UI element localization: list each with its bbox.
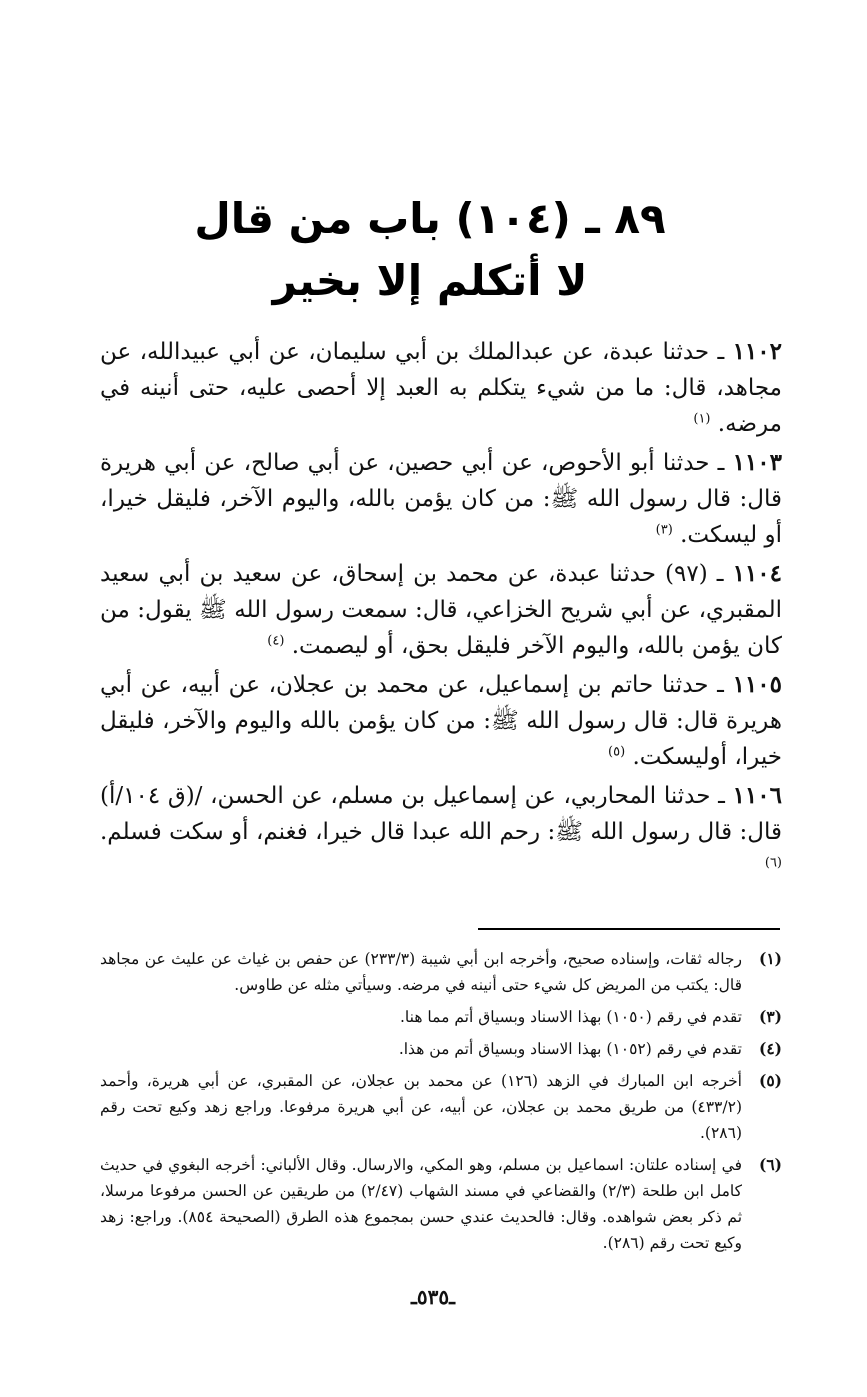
footnote-number: (٣) bbox=[758, 1007, 782, 1026]
footnote-text: تقدم في رقم (١٠٥٠) بهذا الاسناد وبسياق أتم مما هنا. bbox=[400, 1008, 742, 1026]
chapter-title bbox=[110, 188, 750, 312]
footnote-text: رجاله ثقات، وإسناده صحيح، وأخرجه ابن أبي شيبة (٢٣٣/٣) عن حفص بن غياث عن عليث عن مجاهد قال: يكتب من المريض كل شيء حتى أنينه في مرضه. وسيأتي مثله عن طاوس. bbox=[100, 950, 742, 994]
footnote-3 bbox=[100, 1004, 782, 1030]
hadith-1105 bbox=[100, 667, 782, 775]
hadith-text: ـ حدثنا عبدة، عن عبدالملك بن أبي سليمان، عن أبي عبيدالله، عن مجاهد، قال: ما من شيء يتكلم به العبد إلا أحصى عليه، حتى أنينه في مرضه. bbox=[100, 339, 782, 437]
hadith-1106 bbox=[100, 778, 782, 886]
footnote-4 bbox=[100, 1036, 782, 1062]
footnote-text: في إسناده علتان: اسماعيل بن مسلم، وهو المكي، والارسال. وقال الألباني: أخرجه البغوي في حديث كامل ابن طلحة (٢/٣) والقضاعي في مسند الشهاب (٢/٤٧) من طريقين عن الحسن مرفوعا مرسلا، ثم ذكر بعض شواهده. وقال: فالحديث عندي حسن بمجموع هذه الطرق (الصحيحة ٨٥٤). وراجع: زهد وكيع تحت رقم (٢٨٦). bbox=[100, 1156, 743, 1252]
footnote-5 bbox=[100, 1068, 782, 1146]
hadith-1103 bbox=[100, 445, 782, 553]
hadith-number: ١١٠٢ bbox=[732, 338, 782, 365]
footnote-text: أخرجه ابن المبارك في الزهد (١٢٦) عن محمد بن عجلان، عن المقبري، عن أبي هريرة، وأحمد (٤٣٣/٢) من طريق محمد بن عجلان، عن أبيه، عن أبي هريرة مرفوعا. وراجع زهد وكيع تحت رقم (٢٨٦). bbox=[100, 1072, 742, 1142]
footnote-1 bbox=[100, 946, 782, 998]
hadith-1102 bbox=[100, 334, 782, 442]
hadith-text: ـ حدثنا المحاربي، عن إسماعيل بن مسلم، عن الحسن، /(ق ١٠٤/أ) قال: قال رسول الله ﷺ: رحم الله عبدا قال خيرا، فغنم، أو سكت فسلم. bbox=[100, 783, 782, 845]
page-number: ـ٥٣٥ـ bbox=[411, 1285, 455, 1309]
footnotes bbox=[100, 946, 782, 1262]
chapter-title-line-1: ٨٩ ـ (١٠٤) باب من قال bbox=[194, 194, 666, 243]
hadith-number: ١١٠٦ bbox=[732, 782, 782, 809]
footnote-number: (٤) bbox=[758, 1039, 782, 1058]
hadith-number: ١١٠٣ bbox=[732, 449, 782, 476]
footnote-text: تقدم في رقم (١٠٥٢) بهذا الاسناد وبسياق أتم من هذا. bbox=[398, 1040, 742, 1058]
hadith-text: ـ حدثنا حاتم بن إسماعيل، عن محمد بن عجلان، عن أبيه، عن أبي هريرة قال: قال رسول الله ﷺ: من كان يؤمن بالله واليوم والآخر، فليقل خيرا، أوليسكت. bbox=[100, 672, 782, 770]
footnote-number: (٦) bbox=[758, 1155, 782, 1174]
footnote-ref: (١) bbox=[693, 411, 711, 427]
footnote-divider bbox=[478, 928, 780, 930]
footnote-ref: (٣) bbox=[655, 522, 673, 538]
hadith-number: ١١٠٤ bbox=[732, 560, 782, 587]
hadith-text: ـ (٩٧) حدثنا عبدة، عن محمد بن إسحاق، عن سعيد بن أبي سعيد المقبري، عن أبي شريح الخزاعي، قال: سمعت رسول الله ﷺ يقول: من كان يؤمن بالله، واليوم الآخر فليقل بحق، أو ليصمت. bbox=[100, 561, 782, 659]
footnote-ref: (٦) bbox=[764, 855, 782, 871]
chapter-title-line-2: لا أتكلم إلا بخير bbox=[272, 256, 588, 305]
footnote-ref: (٤) bbox=[267, 633, 285, 649]
footnote-6 bbox=[100, 1152, 782, 1256]
footnote-ref: (٥) bbox=[608, 744, 626, 760]
hadith-text: ـ حدثنا أبو الأحوص، عن أبي حصين، عن أبي صالح، عن أبي هريرة قال: قال رسول الله ﷺ: من كان يؤمن بالله، واليوم الآخر، فليقل خيرا، أو ليسكت. bbox=[100, 450, 782, 548]
hadith-1104 bbox=[100, 556, 782, 664]
footnote-number: (١) bbox=[758, 949, 782, 968]
hadith-number: ١١٠٥ bbox=[732, 671, 782, 698]
hadith-list bbox=[100, 334, 782, 889]
footnote-number: (٥) bbox=[758, 1071, 782, 1090]
